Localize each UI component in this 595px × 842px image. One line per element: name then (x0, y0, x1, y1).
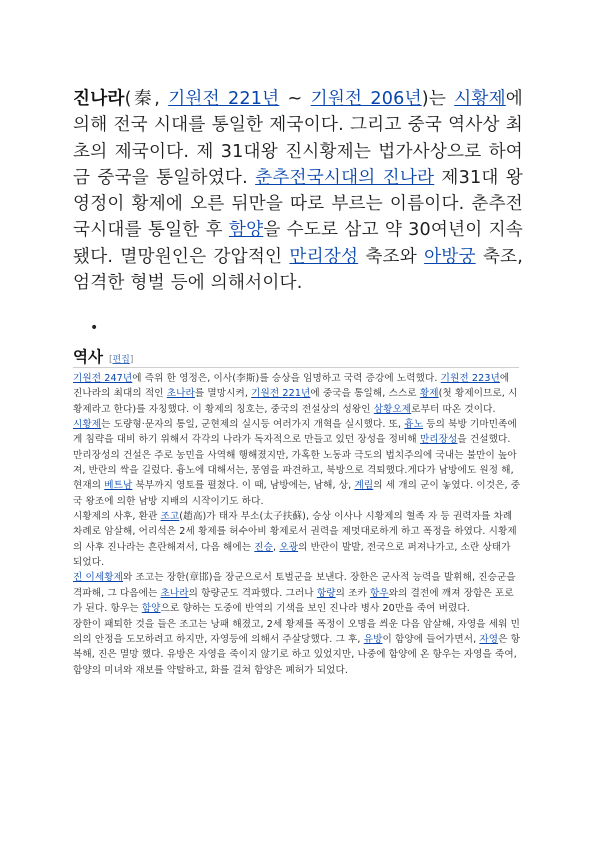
link-xiang-yu[interactable]: 항우 (369, 587, 389, 599)
text: 이 함양에 들어가면서, (382, 633, 480, 645)
text: 를 멸망시켜, (194, 388, 252, 400)
history-paragraph-1 (73, 371, 521, 417)
link-qin-shi-huang-body[interactable]: 시황제 (73, 419, 102, 431)
link-emperor[interactable]: 황제 (419, 388, 439, 400)
intro-paragraph (73, 86, 523, 296)
intro-text: (秦, (124, 89, 169, 109)
link-three-sovereigns[interactable]: 삼황오제 (373, 403, 412, 415)
history-body (73, 371, 521, 678)
link-bc-206[interactable]: 기원전 206년 (310, 89, 422, 109)
text: 에 즉위 한 영정은, 이사(李斯)를 승상을 임명하고 국력 증강에 노력했다. (132, 373, 441, 384)
text: 와의 결전에 깨져 장함은 포로가 된다. 항우는 (73, 587, 514, 615)
article-title: 진나라 (73, 89, 125, 109)
link-qin-shi-huang[interactable]: 시황제 (454, 89, 506, 109)
link-ziying[interactable]: 자영 (479, 633, 499, 645)
empty-list-bullet: • (90, 320, 99, 336)
text: 의 항량군도 격파했다. 그러나 (188, 587, 317, 599)
link-bc-247[interactable]: 기원전 247년 (73, 373, 133, 384)
link-wu-guang[interactable]: 오광 (279, 541, 299, 553)
link-bc-223[interactable]: 기원전 223년 (440, 373, 500, 384)
section-title: 역사 (73, 348, 103, 366)
intro-text: ~ (279, 89, 311, 109)
section-heading-history (73, 345, 133, 367)
link-xianyang-body[interactable]: 함양 (141, 603, 161, 615)
link-xiongnu[interactable]: 흉노 (404, 419, 424, 431)
link-xiang-liang[interactable]: 항량 (316, 587, 336, 599)
text: 등의 북방 기마민족에게 침략을 대비 하기 위해서 각각의 나라가 독자적으로 만들고 있던 장성을 정비해 (73, 419, 517, 446)
text: 시황제의 사후, 환관 (73, 511, 161, 523)
text: 에 진나라의 최대의 적인 (73, 373, 510, 400)
intro-text: 에 의해 전국 시대를 통일한 제국이다. 그리고 중국 역사상 최초의 제국이다. 제 31대왕 진시황제는 법가사상으로 하여금 중국을 통일하였다. (73, 89, 523, 188)
link-bc-221-body[interactable]: 기원전 221년 (251, 388, 311, 400)
text: 로부터 따온 것이다. (411, 403, 496, 415)
text: 으로 향하는 도중에 반역의 기색을 보인 진나라 병사 20만을 죽여 버렸다. (160, 603, 470, 615)
edit-link[interactable]: 편집 (112, 355, 130, 365)
history-paragraph-5 (73, 617, 521, 678)
link-chu-body[interactable]: 초나라 (160, 587, 189, 599)
text: 의 반란이 발발, 전국으로 퍼져나가고, 소란 상태가 되었다. (73, 541, 511, 569)
intro-text: 축조와 (358, 246, 425, 267)
text: 의 세 개의 군이 놓였다. 이것은, 중국 왕조에 의한 남방 지배의 시작이기도 하다. (73, 480, 521, 507)
edit-bracket: [ (108, 355, 113, 365)
text: 북부까지 영토를 펼쳤다. 이 때, 남방에는, 남해, 상, (132, 480, 355, 492)
link-spring-autumn-qin[interactable]: 춘추전국시대의 진나라 (255, 167, 435, 188)
history-paragraph-3 (73, 509, 521, 570)
link-chen-sheng[interactable]: 진승 (254, 541, 274, 553)
edit-bracket: ] (129, 355, 134, 365)
link-great-wall[interactable]: 만리장성 (289, 246, 359, 267)
intro-text: )는 (421, 89, 455, 109)
intro-text: 을 수도로 삼고 약 30여년이 지속됐다. 멸망원인은 강압적인 (73, 220, 523, 267)
link-zhao-gao[interactable]: 조고 (160, 511, 180, 523)
link-bc-221[interactable]: 기원전 221년 (168, 89, 280, 109)
text: 은 항복해, 진은 멸망 했다. 유방은 자영을 죽이지 않기로 하고 있었지만, 나중에 함양에 온 항우는 자영을 죽여, 함양의 미녀와 재보를 약탈하고, 화를 걸쳐 함양은 폐허가 되었다. (73, 633, 521, 676)
link-xianyang[interactable]: 함양 (228, 220, 264, 241)
link-qin-er-shi[interactable]: 진 이세황제 (73, 572, 123, 584)
text: (첫 황제이므로, 시황제라고 한다)를 자칭했다. 이 황제의 칭호는, 중국의 전설상의 성왕인 (73, 388, 518, 415)
link-liu-bang[interactable]: 유방 (363, 633, 383, 645)
history-paragraph-4 (73, 570, 521, 616)
link-guilin[interactable]: 계림 (354, 480, 374, 492)
edit-section (109, 355, 133, 365)
text: 을 건설했다. 만리장성의 건설은 주로 농민을 사역해 행해졌지만, 가혹한 노동과 극도의 법치주의에 국내는 불만이 높아져, 반란의 싹을 길렀다. 흉노에 대해서는, 몽염을 파견하고, 북방으로 격퇴했다.게다가 남방에도 원정 해, 현재의 (73, 434, 517, 492)
text: 와 조고는 장한(章邯)을 장군으로서 토벌군을 보낸다. 장한은 군사적 능력을 발휘해, 진승군을 격파해, 그 다음에는 (73, 572, 516, 599)
text: (趙高)가 태자 부소(太子扶蘇), 승상 이사나 시황제의 혈족 자 등 권력자를 차례차례로 암살해, 어리석은 2세 황제를 허수아비 황제로서 권력을 제멋대로하게 하고 폭정을 하였다. 시황제의 사후 진나라는 흔란해져서, 다음 해에는 (73, 511, 517, 553)
link-great-wall-body[interactable]: 만리장성 (419, 434, 458, 446)
text: 는 도량형·문자의 통일, 군현제의 실시등 여러가지 개혁을 실시했다. 또, (101, 419, 405, 431)
intro-text: 축조, 엄격한 형벌 등에 의해서이다. (73, 246, 523, 294)
intro-text: 제31대 왕 영정이 황제에 오른 뒤만을 따로 부르는 이름이다. 춘추전국시대를 통일한 후 (73, 167, 523, 241)
link-chu[interactable]: 초나라 (166, 388, 195, 400)
section-divider (73, 367, 519, 368)
text: 장한이 패퇴한 것을 들은 조고는 낭패 해졌고, 2세 황제를 폭정이 오명을 씌운 다음 암살해, 자영을 세워 민의의 안정을 도모하려고 하지만, 자영등에 의해서 주살당했다. 그 후, (73, 618, 520, 645)
text: 에 중국을 통일해, 스스로 (310, 388, 420, 400)
history-paragraph-2 (73, 417, 521, 509)
text: , (273, 541, 280, 553)
link-vietnam[interactable]: 베트남 (104, 480, 133, 492)
text: 의 조카 (335, 587, 370, 599)
link-epang-palace[interactable]: 아방궁 (424, 246, 476, 267)
